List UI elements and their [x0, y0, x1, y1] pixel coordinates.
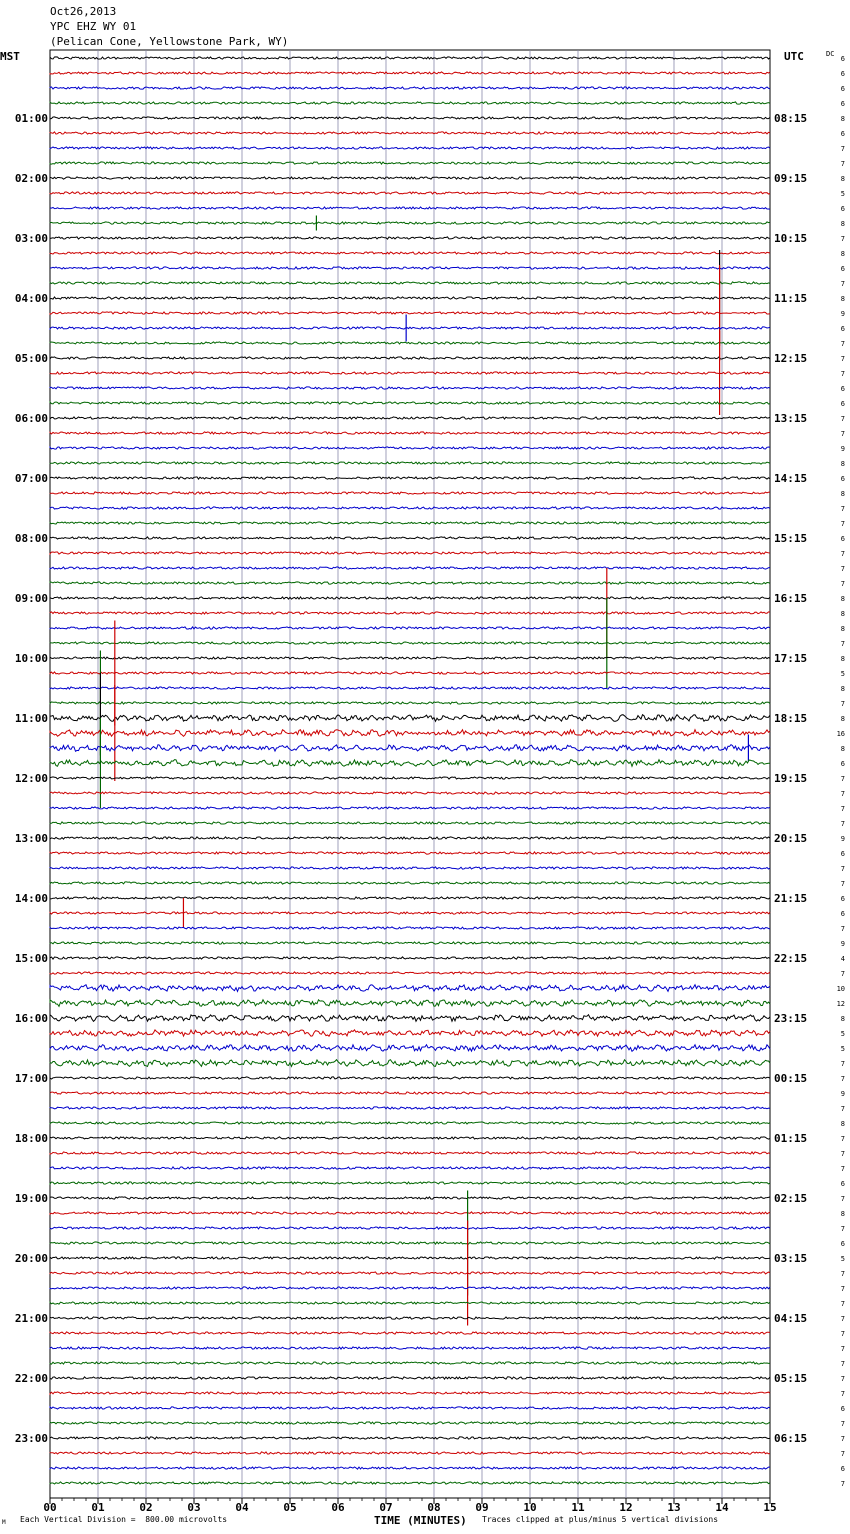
row-value-label: 8: [840, 220, 845, 228]
trace-row: [50, 117, 770, 119]
trace-row: [50, 57, 770, 59]
row-value-label: 8: [840, 625, 845, 633]
trace-row: [50, 1182, 770, 1184]
trace-row: [50, 882, 770, 884]
trace-row: [50, 807, 770, 809]
right-hour-label: 23:15: [774, 1012, 808, 1025]
trace-row: [50, 237, 770, 239]
right-hour-label: 10:15: [774, 232, 808, 245]
right-hour-label: 20:15: [774, 832, 808, 845]
trace-row: [50, 1347, 770, 1349]
row-value-label: 7: [840, 1435, 845, 1443]
left-hour-label: 14:00: [14, 892, 48, 905]
trace-row: [50, 1167, 770, 1169]
row-value-label: 9: [840, 940, 845, 948]
row-value-label: 7: [840, 1375, 845, 1383]
trace-row: [50, 927, 770, 929]
row-value-label: 7: [840, 235, 845, 243]
trace-row: [50, 642, 770, 644]
trace-row: [50, 822, 770, 824]
row-value-label: 8: [840, 115, 845, 123]
left-hour-label: 04:00: [14, 292, 48, 305]
trace-row: [50, 1000, 770, 1007]
trace-row: [50, 792, 770, 794]
left-hour-label: 20:00: [14, 1252, 48, 1265]
trace-row: [50, 777, 770, 779]
row-value-label: 10: [836, 985, 845, 993]
left-timezone-label: MST: [0, 50, 20, 63]
row-value-label: 7: [840, 925, 845, 933]
row-value-label: 8: [840, 460, 845, 468]
trace-row: [50, 102, 770, 104]
trace-row: [50, 582, 770, 584]
row-value-label: 8: [840, 490, 845, 498]
row-value-label: 6: [840, 475, 845, 483]
trace-row: [50, 267, 770, 269]
trace-row: [50, 852, 770, 854]
trace-row: [50, 1317, 770, 1319]
trace-row: [50, 1362, 770, 1364]
left-hour-label: 19:00: [14, 1192, 48, 1205]
row-value-label: 7: [840, 370, 845, 378]
row-value-label: 7: [840, 1060, 845, 1068]
row-value-label: 7: [840, 640, 845, 648]
trace-row: [50, 477, 770, 479]
row-value-label: 8: [840, 250, 845, 258]
row-value-label: 6: [840, 55, 845, 63]
trace-row: [50, 537, 770, 539]
x-axis-title: TIME (MINUTES): [374, 1514, 467, 1527]
corner-mark: M: [2, 1519, 6, 1526]
right-hour-label: 08:15: [774, 112, 808, 125]
row-value-label: 6: [840, 910, 845, 918]
row-value-label: 5: [840, 1030, 845, 1038]
trace-row: [50, 730, 770, 737]
row-value-label: 7: [840, 1075, 845, 1083]
right-hour-label: 09:15: [774, 172, 808, 185]
trace-row: [50, 1392, 770, 1394]
header-station: YPC EHZ WY 01: [50, 20, 137, 33]
trace-row: [50, 715, 770, 722]
x-tick-label: 11: [571, 1501, 585, 1514]
trace-row: [50, 132, 770, 134]
trace-row: [50, 1060, 770, 1067]
left-hour-label: 15:00: [14, 952, 48, 965]
trace-row: [50, 1482, 770, 1484]
trace-row: [50, 627, 770, 629]
x-tick-label: 00: [43, 1501, 57, 1514]
row-value-label: 7: [840, 1345, 845, 1353]
trace-row: [50, 72, 770, 74]
right-hour-label: 02:15: [774, 1192, 808, 1205]
trace-row: [50, 912, 770, 914]
row-value-label: 6: [840, 850, 845, 858]
row-value-label: 7: [840, 1300, 845, 1308]
trace-row: [50, 1077, 770, 1079]
row-value-label: 7: [840, 1285, 845, 1293]
row-value-label: 7: [840, 1165, 845, 1173]
trace-row: [50, 1452, 770, 1454]
left-hour-label: 13:00: [14, 832, 48, 845]
trace-row: [50, 402, 770, 404]
trace-row: [50, 462, 770, 464]
row-value-label: 8: [840, 655, 845, 663]
trace-row: [50, 1227, 770, 1229]
row-value-label: 7: [840, 340, 845, 348]
row-value-label: 7: [840, 1270, 845, 1278]
row-value-label: 7: [840, 1315, 845, 1323]
row-value-label: 8: [840, 685, 845, 693]
x-tick-label: 02: [139, 1501, 153, 1514]
left-hour-label: 16:00: [14, 1012, 48, 1025]
trace-row: [50, 1467, 770, 1469]
trace-row: [50, 282, 770, 284]
right-hour-label: 15:15: [774, 532, 808, 545]
trace-row: [50, 657, 770, 659]
right-hour-label: 00:15: [774, 1072, 808, 1085]
row-value-label: 7: [840, 820, 845, 828]
row-value-label: 16: [836, 730, 845, 738]
trace-row: [50, 1332, 770, 1334]
left-hour-label: 11:00: [14, 712, 48, 725]
row-value-label: 7: [840, 145, 845, 153]
trace-row: [50, 447, 770, 449]
row-value-label: 7: [840, 1150, 845, 1158]
trace-row: [50, 387, 770, 389]
row-value-label: 9: [840, 835, 845, 843]
row-value-label: 8: [840, 295, 845, 303]
row-value-label: 7: [840, 1390, 845, 1398]
right-hour-label: 22:15: [774, 952, 808, 965]
right-hour-label: 21:15: [774, 892, 808, 905]
trace-row: [50, 507, 770, 509]
trace-row: [50, 432, 770, 434]
trace-row: [50, 897, 770, 899]
row-value-label: 7: [840, 580, 845, 588]
trace-row: [50, 1242, 770, 1244]
trace-row: [50, 972, 770, 974]
row-value-label: 7: [840, 700, 845, 708]
left-hour-label: 02:00: [14, 172, 48, 185]
row-value-label: 12: [836, 1000, 845, 1008]
row-value-label: 9: [840, 445, 845, 453]
row-value-label: 6: [840, 100, 845, 108]
trace-row: [50, 1272, 770, 1274]
row-value-label: 7: [840, 415, 845, 423]
left-hour-label: 21:00: [14, 1312, 48, 1325]
row-value-label: 7: [840, 1330, 845, 1338]
left-hour-label: 18:00: [14, 1132, 48, 1145]
trace-row: [50, 372, 770, 374]
left-hour-label: 03:00: [14, 232, 48, 245]
x-tick-label: 13: [667, 1501, 681, 1514]
row-value-label: 6: [840, 70, 845, 78]
row-value-label: 7: [840, 1195, 845, 1203]
left-hour-label: 12:00: [14, 772, 48, 785]
x-tick-label: 14: [715, 1501, 729, 1514]
row-value-label: 8: [840, 1015, 845, 1023]
trace-row: [50, 1122, 770, 1124]
row-value-label: 7: [840, 865, 845, 873]
trace-row: [50, 552, 770, 554]
trace-row: [50, 942, 770, 944]
row-value-label: 7: [840, 520, 845, 528]
row-value-label: 8: [840, 745, 845, 753]
right-timezone-label: UTC: [784, 50, 804, 63]
trace-row: [50, 1287, 770, 1289]
row-value-label: 6: [840, 1405, 845, 1413]
trace-row: [50, 87, 770, 89]
row-value-label: 7: [840, 1225, 845, 1233]
trace-row: [50, 867, 770, 869]
x-tick-label: 06: [331, 1501, 345, 1514]
trace-row: [50, 687, 770, 689]
right-hour-label: 18:15: [774, 712, 808, 725]
row-value-label: 5: [840, 190, 845, 198]
row-value-label: 6: [840, 535, 845, 543]
left-hour-label: 08:00: [14, 532, 48, 545]
row-value-label: 6: [840, 130, 845, 138]
trace-row: [50, 1045, 770, 1052]
x-tick-label: 05: [283, 1501, 297, 1514]
row-value-label: 6: [840, 265, 845, 273]
row-value-label: 6: [840, 1240, 845, 1248]
trace-row: [50, 1212, 770, 1214]
trace-row: [50, 297, 770, 299]
row-value-label: 8: [840, 175, 845, 183]
trace-row: [50, 522, 770, 524]
left-hour-label: 07:00: [14, 472, 48, 485]
trace-row: [50, 760, 770, 767]
trace-row: [50, 957, 770, 959]
row-value-label: 8: [840, 715, 845, 723]
x-tick-label: 04: [235, 1501, 249, 1514]
x-tick-label: 09: [475, 1501, 489, 1514]
left-hour-label: 09:00: [14, 592, 48, 605]
row-value-label: 6: [840, 895, 845, 903]
row-value-label: 7: [840, 805, 845, 813]
row-value-label: 7: [840, 790, 845, 798]
row-value-label: 7: [840, 970, 845, 978]
right-hour-label: 11:15: [774, 292, 808, 305]
trace-row: [50, 985, 770, 992]
trace-row: [50, 837, 770, 839]
left-hour-label: 06:00: [14, 412, 48, 425]
row-value-label: 7: [840, 880, 845, 888]
row-value-label: 7: [840, 1450, 845, 1458]
right-hour-label: 05:15: [774, 1372, 808, 1385]
row-value-label: 7: [840, 355, 845, 363]
trace-row: [50, 312, 770, 314]
trace-row: [50, 1257, 770, 1259]
right-hour-label: 03:15: [774, 1252, 808, 1265]
trace-row: [50, 672, 770, 674]
trace-row: [50, 1197, 770, 1199]
right-hour-label: 19:15: [774, 772, 808, 785]
row-value-label: 7: [840, 565, 845, 573]
row-value-label: 6: [840, 325, 845, 333]
trace-row: [50, 1152, 770, 1154]
trace-row: [50, 597, 770, 599]
row-value-label: 7: [840, 1420, 845, 1428]
right-hour-label: 06:15: [774, 1432, 808, 1445]
row-value-label: 7: [840, 430, 845, 438]
left-hour-label: 05:00: [14, 352, 48, 365]
trace-row: [50, 192, 770, 194]
trace-row: [50, 327, 770, 329]
row-value-label: 6: [840, 85, 845, 93]
row-value-label: 7: [840, 1360, 845, 1368]
trace-row: [50, 1407, 770, 1409]
trace-row: [50, 357, 770, 359]
row-value-label: 8: [840, 595, 845, 603]
right-hour-label: 04:15: [774, 1312, 808, 1325]
row-value-label: 6: [840, 400, 845, 408]
header-location: (Pelican Cone, Yellowstone Park, WY): [50, 35, 289, 48]
x-tick-label: 01: [91, 1501, 105, 1514]
trace-row: [50, 147, 770, 149]
row-value-label: 8: [840, 1210, 845, 1218]
trace-row: [50, 1422, 770, 1424]
trace-row: [50, 222, 770, 224]
row-value-label: 6: [840, 1465, 845, 1473]
row-value-label: 7: [840, 550, 845, 558]
trace-row: [50, 207, 770, 209]
trace-row: [50, 1437, 770, 1439]
row-value-label: 7: [840, 505, 845, 513]
trace-row: [50, 1015, 770, 1022]
row-value-label: 5: [840, 670, 845, 678]
trace-row: [50, 1137, 770, 1139]
left-hour-label: 17:00: [14, 1072, 48, 1085]
header-date: Oct26,2013: [50, 5, 117, 18]
trace-row: [50, 1107, 770, 1109]
row-value-label: 9: [840, 1090, 845, 1098]
row-value-label: 8: [840, 610, 845, 618]
trace-row: [50, 1377, 770, 1379]
x-tick-label: 07: [379, 1501, 393, 1514]
left-hour-label: 10:00: [14, 652, 48, 665]
trace-row: [50, 702, 770, 704]
trace-row: [50, 745, 770, 752]
right-hour-label: 16:15: [774, 592, 808, 605]
row-value-label: 6: [840, 760, 845, 768]
left-hour-label: 23:00: [14, 1432, 48, 1445]
left-hour-label: 01:00: [14, 112, 48, 125]
x-tick-label: 12: [619, 1501, 633, 1514]
x-tick-label: 08: [427, 1501, 441, 1514]
clip-note: Traces clipped at plus/minus 5 vertical divisions: [482, 1515, 719, 1524]
row-value-label: 6: [840, 205, 845, 213]
left-hour-label: 22:00: [14, 1372, 48, 1385]
dc-label: DC: [826, 50, 835, 58]
row-value-label: 9: [840, 310, 845, 318]
right-hour-label: 12:15: [774, 352, 808, 365]
trace-row: [50, 567, 770, 569]
row-value-label: 5: [840, 1045, 845, 1053]
row-value-label: 7: [840, 1135, 845, 1143]
row-value-label: 7: [840, 160, 845, 168]
row-value-label: 4: [840, 955, 845, 963]
row-value-label: 7: [840, 1480, 845, 1488]
trace-row: [50, 492, 770, 494]
right-hour-label: 17:15: [774, 652, 808, 665]
right-hour-label: 14:15: [774, 472, 808, 485]
row-value-label: 7: [840, 1105, 845, 1113]
trace-row: [50, 1302, 770, 1304]
trace-row: [50, 162, 770, 164]
trace-row: [50, 1030, 770, 1036]
x-tick-label: 03: [187, 1501, 201, 1514]
x-tick-label: 15: [763, 1501, 777, 1514]
trace-row: [50, 177, 770, 179]
row-value-label: 6: [840, 1180, 845, 1188]
row-value-label: 7: [840, 775, 845, 783]
x-tick-label: 10: [523, 1501, 537, 1514]
trace-row: [50, 342, 770, 344]
right-hour-label: 13:15: [774, 412, 808, 425]
trace-row: [50, 417, 770, 419]
row-value-label: 5: [840, 1255, 845, 1263]
right-hour-label: 01:15: [774, 1132, 808, 1145]
trace-row: [50, 1092, 770, 1094]
row-value-label: 6: [840, 385, 845, 393]
row-value-label: 7: [840, 280, 845, 288]
scale-note: Each Vertical Division = 800.00 microvolts: [20, 1515, 228, 1524]
trace-row: [50, 612, 770, 614]
row-value-label: 8: [840, 1120, 845, 1128]
trace-row: [50, 252, 770, 254]
